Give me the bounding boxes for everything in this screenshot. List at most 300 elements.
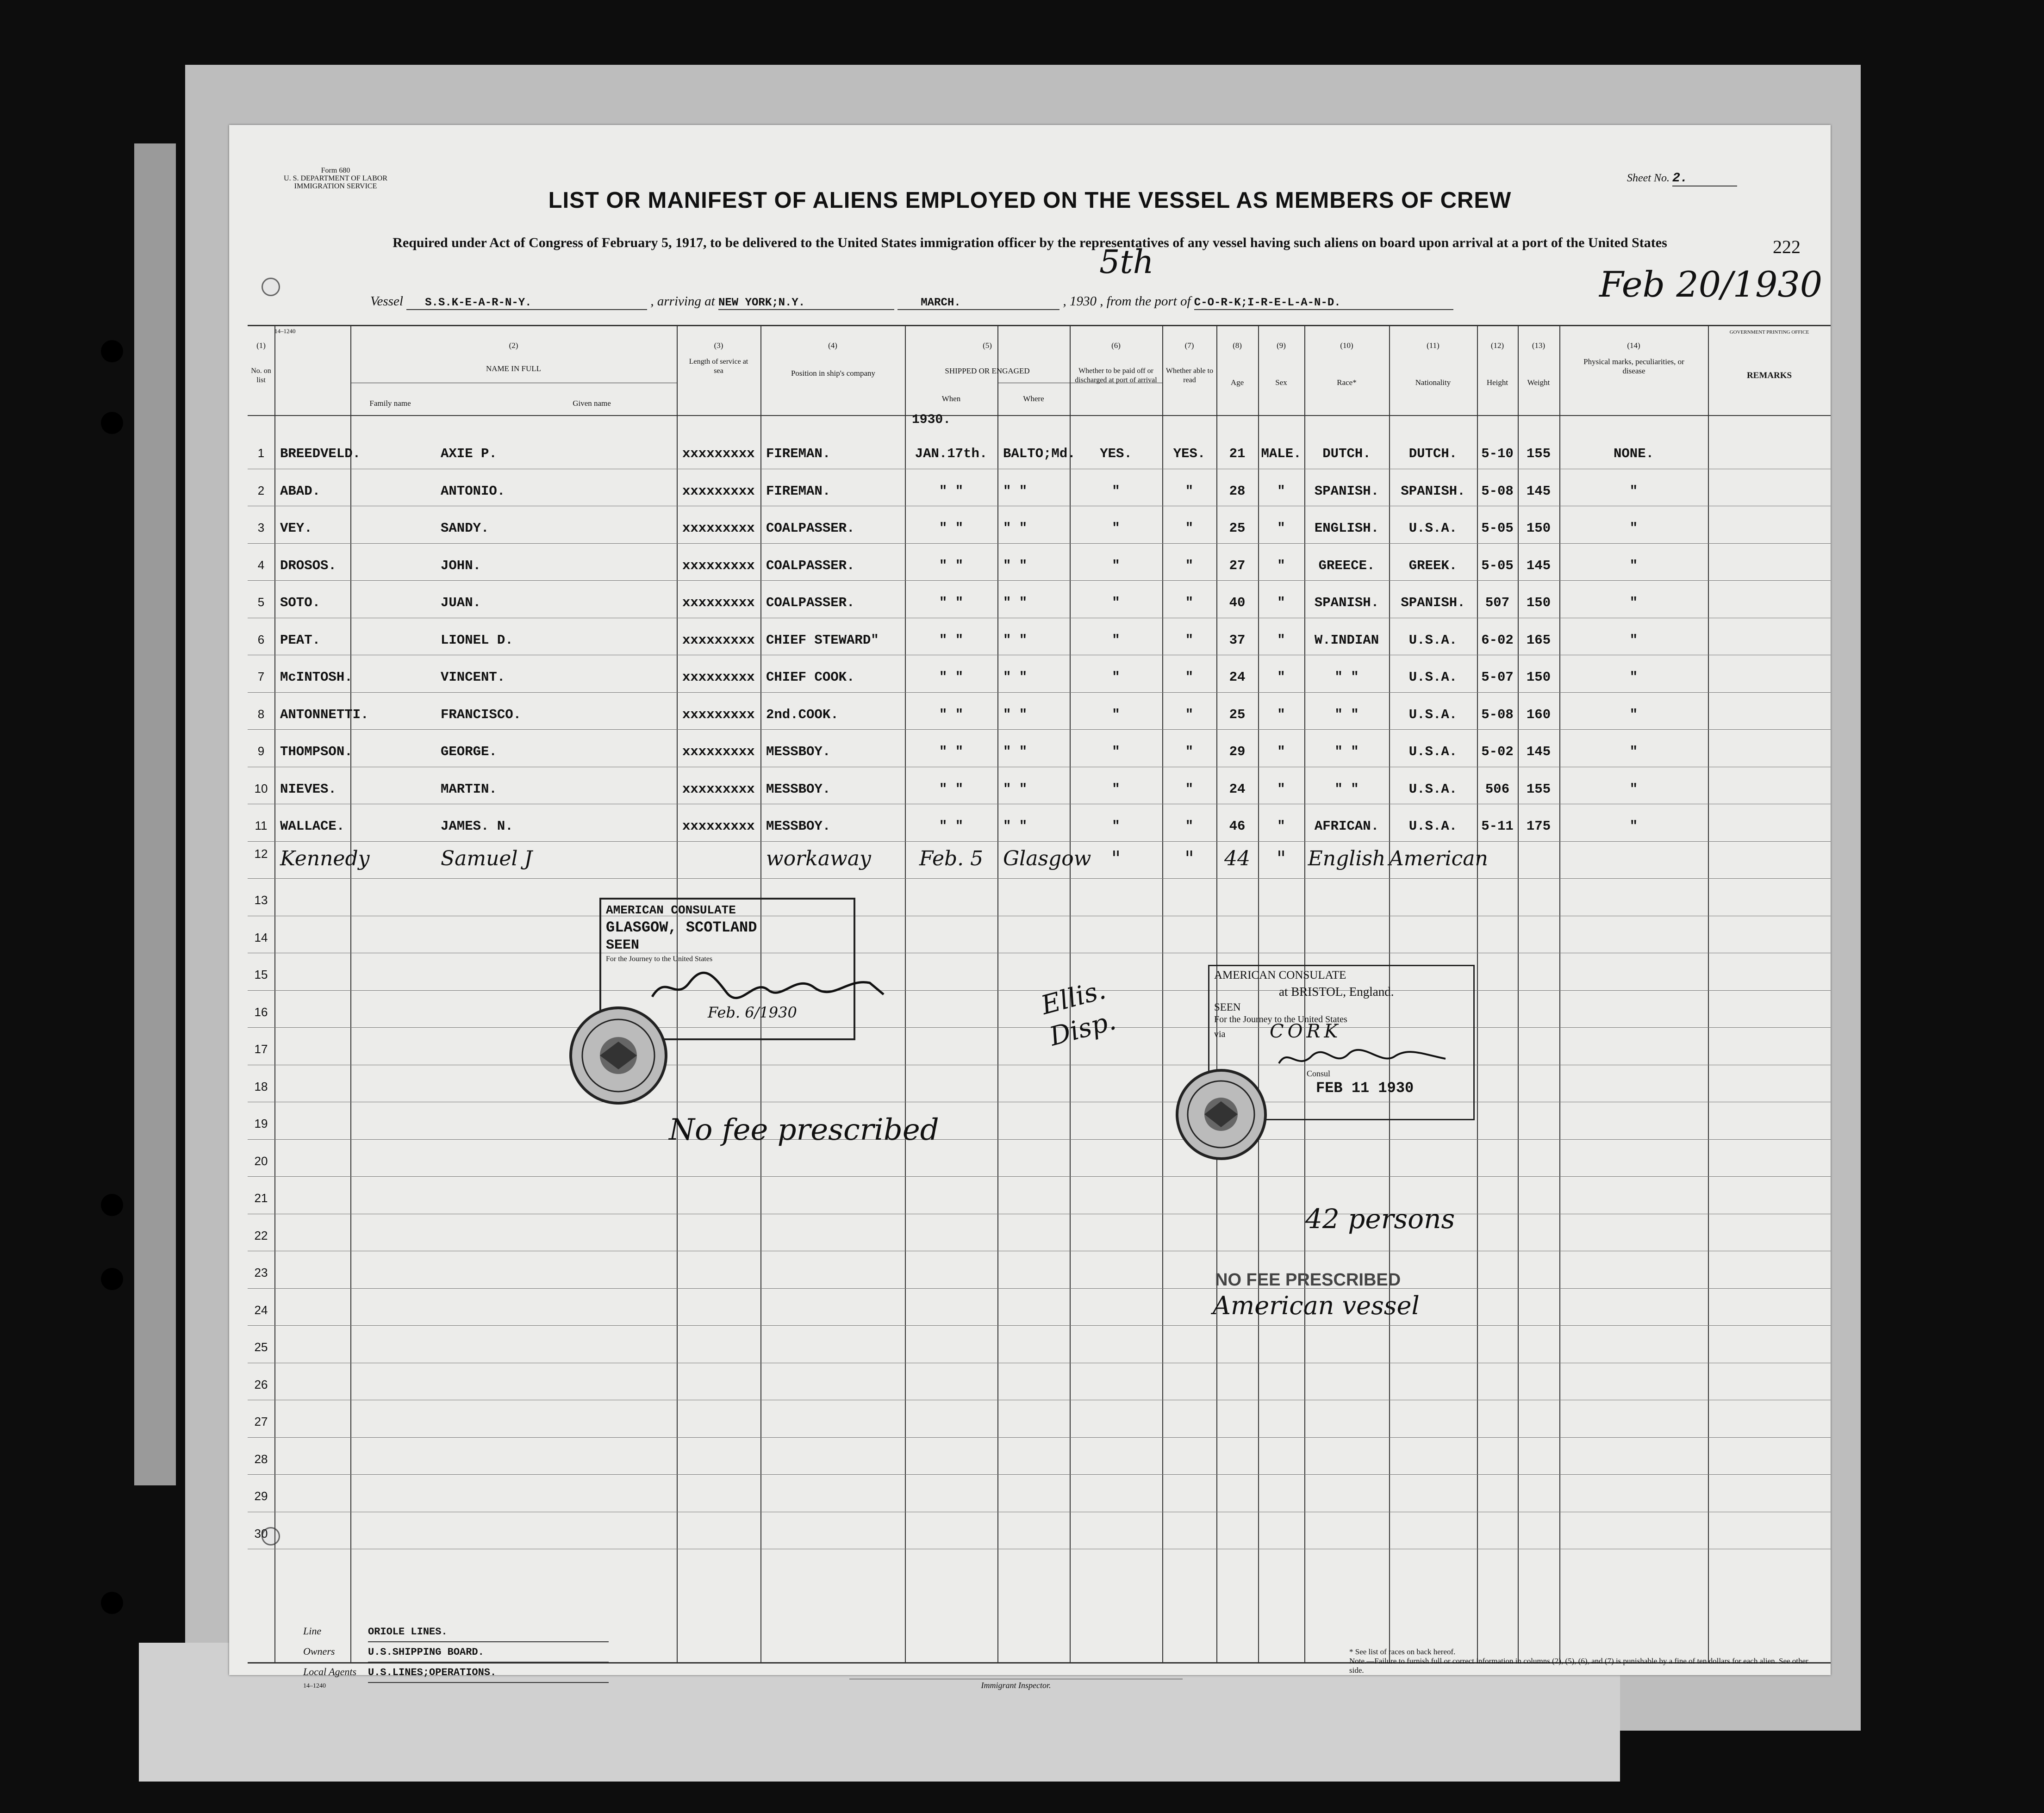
cell-paid: " (1112, 670, 1120, 685)
cell-marks: " (1629, 521, 1638, 536)
col10-number: (10) (1340, 341, 1353, 350)
cell-where: " " (1003, 744, 1028, 759)
cell-read: " (1185, 632, 1194, 648)
cell-service: xxxxxxxxx (682, 781, 755, 797)
cell-paid: " (1112, 632, 1120, 648)
agents-label: Local Agents (303, 1666, 357, 1677)
col3-header: Length of service at sea (689, 358, 748, 375)
cell-service: xxxxxxxxx (682, 446, 755, 461)
table-row (248, 1512, 1831, 1549)
cell-height: 5-07 (1481, 670, 1514, 685)
cell-no: 14 (254, 930, 268, 944)
table-row (248, 655, 1831, 692)
cell-nationality: SPANISH. (1401, 595, 1465, 610)
cell-when: " " (939, 483, 964, 499)
cell-weight: 155 (1526, 446, 1551, 461)
cell-sex: " (1277, 595, 1285, 610)
year-header: 1930. (912, 413, 951, 427)
cell-position: CHIEF STEWARD" (766, 632, 879, 648)
cell-given: GEORGE. (441, 744, 497, 759)
bristol-stamp-line3: SEEN (1214, 1001, 1241, 1013)
sheet-number (1627, 171, 1737, 186)
arriving-port: NEW YORK;N.Y. (718, 297, 894, 310)
table-row (248, 916, 1831, 953)
cell-nationality: U.S.A. (1408, 744, 1458, 759)
cell-position: MESSBOY. (766, 781, 831, 797)
table-row (248, 692, 1831, 730)
cell-marks: " (1629, 707, 1638, 722)
ellis-note: Ellis. Disp. (1038, 975, 1119, 1052)
cell-height: 507 (1485, 595, 1510, 610)
cell-where: " " (1003, 595, 1028, 610)
cell-read: " (1185, 670, 1194, 685)
cell-read: " (1185, 558, 1194, 573)
footer-block (303, 1622, 609, 1689)
cell-where: " " (1003, 670, 1028, 685)
cell-age: 46 (1229, 819, 1246, 834)
cell-age: 25 (1229, 521, 1246, 536)
bristol-signature (1274, 1045, 1450, 1073)
side-strip-text (135, 324, 174, 345)
cell-no: 11 (255, 819, 268, 832)
cell-family: PEAT. (280, 632, 321, 648)
table-row (248, 767, 1831, 804)
cell-where: Glasgow (1003, 846, 1091, 870)
agents-field (303, 1663, 609, 1683)
cell-family: DROSOS. (280, 558, 337, 573)
bristol-stamp-line2: at BRISTOL, England. (1279, 985, 1394, 999)
table-row (248, 506, 1831, 543)
cell-marks: " (1629, 558, 1638, 573)
cell-sex: " (1277, 670, 1285, 685)
col6-header: Whether to be paid off or discharged at port of arrival (1075, 367, 1157, 384)
cell-read: " (1185, 707, 1194, 722)
cell-family: ANTONNETTI. (280, 707, 369, 722)
cell-family: ABAD. (280, 483, 321, 499)
col13-header: Weight (1527, 378, 1550, 387)
department: U. S. DEPARTMENT OF LABOR (284, 174, 387, 182)
sheet-value: 2. (1672, 171, 1737, 186)
cell-weight: 150 (1526, 521, 1551, 536)
cell-no: 6 (257, 632, 265, 646)
table-row (248, 804, 1831, 841)
cell-height: 5-10 (1481, 446, 1514, 461)
form-id-block (280, 167, 391, 190)
col9-number: (9) (1277, 341, 1286, 350)
cell-race: " " (1334, 670, 1359, 685)
line-label: Line (303, 1625, 322, 1637)
corner-number: 222 (1773, 236, 1801, 257)
cell-service: xxxxxxxxx (682, 632, 755, 648)
agents-value: U.S.LINES;OPERATIONS. (368, 1664, 609, 1683)
cell-height: 5-11 (1481, 819, 1514, 834)
cell-no: 24 (254, 1303, 268, 1317)
col1-number: (1) (256, 341, 266, 350)
form-subtitle: Required under Act of Congress of February 5, 1917, to be delivered to the United States immigration officer by the representatives of any vessel having such aliens on board upon arrival at a port of the United States (393, 235, 1667, 250)
cell-marks: " (1629, 595, 1638, 610)
bristol-stamp-date: FEB 11 1930 (1316, 1080, 1414, 1097)
cell-nationality: U.S.A. (1408, 707, 1458, 722)
cell-service: xxxxxxxxx (682, 670, 755, 685)
cell-when: Feb. 5 (919, 846, 984, 870)
bristol-consul-label: Consul (1307, 1069, 1331, 1078)
cell-no: 8 (257, 707, 265, 721)
cell-age: 28 (1229, 483, 1246, 499)
no-fee-handwritten: No fee prescribed (669, 1113, 939, 1147)
cell-sex: " (1277, 819, 1285, 834)
table-row (248, 841, 1831, 879)
cell-given: Samuel J (441, 846, 533, 870)
form-title: LIST OR MANIFEST OF ALIENS EMPLOYED ON THE VESSEL AS MEMBERS OF CREW (548, 188, 1512, 213)
cell-height: 5-08 (1481, 483, 1514, 499)
cell-read: " (1185, 521, 1194, 536)
cell-where: " " (1003, 521, 1028, 536)
table-row (248, 1176, 1831, 1214)
cell-no: 9 (257, 744, 265, 758)
header-bottom-border (248, 415, 1831, 416)
table-top-border (248, 325, 1831, 326)
cell-where: BALTO;Md. (1003, 446, 1076, 461)
handwritten-day: 5th (1099, 243, 1154, 281)
cell-when: " " (939, 707, 964, 722)
eagle-seal-icon (572, 1009, 665, 1102)
cell-family: BREEDVELD. (280, 446, 361, 461)
col9-header: Sex (1275, 378, 1287, 387)
cell-where: " " (1003, 483, 1028, 499)
cell-position: workaway (766, 846, 871, 870)
cell-paid: " (1112, 595, 1120, 610)
cell-age: 29 (1229, 744, 1246, 759)
arrival-year: , 1930 (1063, 294, 1097, 309)
cell-family: SOTO. (280, 595, 321, 610)
cell-paid: YES. (1100, 446, 1132, 461)
col12-header: Height (1486, 378, 1508, 387)
glasgow-stamp-line2: GLASGOW, SCOTLAND (606, 919, 757, 936)
cell-height: 5-02 (1481, 744, 1514, 759)
arrival-month: MARCH. (897, 297, 1059, 310)
cell-when: JAN.17th. (915, 446, 988, 461)
table-row (248, 1102, 1831, 1139)
binder-hole (101, 412, 123, 434)
owners-field (303, 1642, 609, 1663)
punch-hole (262, 278, 280, 296)
service: IMMIGRATION SERVICE (294, 182, 377, 190)
line-field (303, 1622, 609, 1642)
arriving-label: , arriving at (650, 294, 715, 309)
cell-where: " " (1003, 707, 1028, 722)
cell-when: " " (939, 558, 964, 573)
form-number: Form 680 (321, 167, 350, 174)
col10-header: Race* (1337, 378, 1357, 387)
cell-race: W.INDIAN (1314, 632, 1379, 648)
cell-read: " (1185, 819, 1194, 834)
glasgow-signature (648, 969, 888, 1006)
cell-weight: 145 (1526, 558, 1551, 573)
table-row (248, 1251, 1831, 1288)
cell-weight: 145 (1526, 744, 1551, 759)
table-row (248, 543, 1831, 581)
eagle-seal-icon (1178, 1072, 1264, 1157)
glasgow-stamp-line3: SEEN (606, 938, 640, 953)
col2a-header: Family name (369, 399, 411, 408)
cell-sex: " (1277, 781, 1285, 797)
footer-note-fine: Note.—Failure to furnish full or correct information in columns (2), (5), (6), and (7) is punishable by a fine of ten dollars for each alien. See other side. (1349, 1657, 1808, 1675)
cell-weight: 175 (1526, 819, 1551, 834)
cell-given: LIONEL D. (441, 632, 513, 648)
cell-when: " " (939, 521, 964, 536)
cell-height: 5-08 (1481, 707, 1514, 722)
cell-read: " (1185, 595, 1194, 610)
binder-hole (101, 1592, 123, 1614)
table-row (248, 953, 1831, 990)
cell-read: YES. (1173, 446, 1206, 461)
cell-no: 1 (257, 446, 265, 460)
cell-paid: " (1111, 846, 1121, 870)
departure-port: C-O-R-K;I-R-E-L-A-N-D. (1194, 297, 1453, 310)
cell-family: THOMPSON. (280, 744, 353, 759)
cell-where: " " (1003, 558, 1028, 573)
glasgow-seal (569, 1006, 667, 1105)
cell-race: SPANISH. (1314, 483, 1379, 499)
cell-service: xxxxxxxxx (682, 819, 755, 834)
cell-paid: " (1112, 558, 1120, 573)
cell-when: " " (939, 744, 964, 759)
col5b-header: Where (1023, 394, 1044, 403)
cell-nationality: SPANISH. (1401, 483, 1465, 499)
cell-position: CHIEF COOK. (766, 670, 855, 685)
cell-sex: " (1277, 558, 1285, 573)
cell-when: " " (939, 670, 964, 685)
table-row (248, 1437, 1831, 1475)
cell-age: 37 (1229, 632, 1246, 648)
cell-sex: " (1277, 707, 1285, 722)
vessel-label: Vessel (370, 294, 403, 309)
cell-weight: 155 (1526, 781, 1551, 797)
cell-no: 28 (254, 1452, 268, 1466)
cell-nationality: U.S.A. (1408, 632, 1458, 648)
cell-no: 13 (254, 893, 268, 907)
table-row (248, 580, 1831, 618)
bristol-stamp-line1: AMERICAN CONSULATE (1214, 969, 1346, 981)
cell-read: " (1185, 744, 1194, 759)
cell-no: 7 (257, 670, 265, 683)
cell-age: 40 (1229, 595, 1246, 610)
line-value: ORIOLE LINES. (368, 1623, 609, 1642)
cell-position: FIREMAN. (766, 483, 831, 499)
cell-sex: " (1277, 744, 1285, 759)
col4-header: Position in ship's company (791, 369, 876, 378)
table-row (248, 1139, 1831, 1177)
table-row (248, 1474, 1831, 1512)
cell-marks: " (1629, 483, 1638, 499)
cell-position: FIREMAN. (766, 446, 831, 461)
cell-service: xxxxxxxxx (682, 744, 755, 759)
cell-no: 4 (257, 558, 265, 572)
col12-number: (12) (1490, 341, 1504, 350)
cell-where: " " (1003, 819, 1028, 834)
cell-no: 20 (254, 1154, 268, 1168)
govt-print-note: GOVERNMENT PRINTING OFFICE (1729, 329, 1809, 335)
table-row (248, 618, 1831, 655)
cell-service: xxxxxxxxx (682, 521, 755, 536)
cell-no: 2 (257, 483, 265, 497)
cell-marks: NONE. (1613, 446, 1654, 461)
col2b-header: Given name (573, 399, 611, 408)
owners-label: Owners (303, 1645, 335, 1657)
table-row (248, 1400, 1831, 1437)
sheet-label: Sheet No. (1627, 172, 1670, 184)
cell-no: 15 (254, 968, 268, 981)
cell-family: VEY. (280, 521, 312, 536)
cell-age: 21 (1229, 446, 1246, 461)
cell-race: AFRICAN. (1314, 819, 1379, 834)
binder-hole (101, 1194, 123, 1216)
binder-hole (101, 1268, 123, 1290)
cell-given: JOHN. (441, 558, 481, 573)
cell-service: xxxxxxxxx (682, 483, 755, 499)
cell-height: 6-02 (1481, 632, 1514, 648)
cell-read: " (1184, 846, 1194, 870)
table-row (248, 1288, 1831, 1326)
cell-when: " " (939, 819, 964, 834)
cell-given: JAMES. N. (441, 819, 513, 834)
cell-no: 19 (254, 1117, 268, 1130)
cell-race: " " (1334, 744, 1359, 759)
cell-race: ENGLISH. (1314, 521, 1379, 536)
cell-no: 12 (254, 846, 268, 861)
col11-number: (11) (1427, 341, 1440, 350)
col5a-header: When (941, 394, 961, 403)
col11-header: Nationality (1415, 378, 1451, 387)
cell-nationality: GREEK. (1408, 558, 1458, 573)
cell-marks: " (1629, 670, 1638, 685)
remarks-header: REMARKS (1746, 371, 1792, 380)
cell-service: xxxxxxxxx (682, 595, 755, 610)
col2-header: NAME IN FULL (486, 364, 541, 373)
cell-weight: 160 (1526, 707, 1551, 722)
footer-notes (1349, 1647, 1812, 1675)
bristol-via: CORK (1270, 1021, 1342, 1042)
cell-position: COALPASSER. (766, 595, 855, 610)
col7-number: (7) (1184, 341, 1194, 350)
cell-read: " (1185, 483, 1194, 499)
cell-position: COALPASSER. (766, 558, 855, 573)
cell-paid: " (1112, 744, 1120, 759)
cell-paid: " (1112, 819, 1120, 834)
cell-race: GREECE. (1318, 558, 1375, 573)
cell-no: 25 (254, 1340, 268, 1354)
col5-header: SHIPPED OR ENGAGED (945, 366, 1030, 375)
header-print-code: 14–1240 (274, 328, 296, 335)
cell-given: FRANCISCO. (441, 707, 522, 722)
cell-race: " " (1334, 781, 1359, 797)
col8-header: Age (1230, 378, 1244, 387)
table-row (248, 1027, 1831, 1065)
col14-header: Physical marks, peculiarities, or disease (1583, 357, 1684, 375)
cell-weight: 145 (1526, 483, 1551, 499)
cell-no: 21 (254, 1191, 268, 1205)
cell-service: xxxxxxxxx (682, 707, 755, 722)
cell-when: " " (939, 781, 964, 797)
manifest-form (229, 125, 1831, 1690)
cell-weight: 150 (1526, 595, 1551, 610)
cell-age: 44 (1224, 846, 1250, 870)
cell-no: 29 (254, 1489, 268, 1503)
table-row (248, 1363, 1831, 1400)
cell-race: DUTCH. (1322, 446, 1371, 461)
cell-read: " (1185, 781, 1194, 797)
cell-weight: 165 (1526, 632, 1551, 648)
cell-sex: MALE. (1261, 446, 1302, 461)
table-row (248, 1065, 1831, 1102)
table-row (248, 1325, 1831, 1363)
cell-no: 18 (254, 1079, 268, 1093)
table-row (248, 878, 1831, 916)
cell-given: SANDY. (441, 521, 489, 536)
vessel-line (370, 294, 1805, 310)
col13-number: (13) (1532, 341, 1545, 350)
cell-weight: 150 (1526, 670, 1551, 685)
glasgow-stamp-date: Feb. 6/1930 (708, 1004, 797, 1021)
cell-paid: " (1112, 483, 1120, 499)
cell-nationality: U.S.A. (1408, 819, 1458, 834)
vessel-name: S.S.K-E-A-R-N-Y. (406, 297, 647, 310)
cell-no: 10 (254, 781, 268, 795)
cell-marks: " (1629, 744, 1638, 759)
table-row (248, 431, 1831, 469)
cell-position: MESSBOY. (766, 819, 831, 834)
cell-sex: " (1277, 521, 1285, 536)
cell-position: MESSBOY. (766, 744, 831, 759)
table-row (248, 729, 1831, 767)
from-label: , from the port of (1100, 294, 1191, 309)
cell-race: English (1308, 846, 1386, 870)
cell-height: 506 (1485, 781, 1510, 797)
cell-position: 2nd.COOK. (766, 707, 839, 722)
cell-given: ANTONIO. (441, 483, 505, 499)
cell-race: SPANISH. (1314, 595, 1379, 610)
binder-hole (101, 340, 123, 362)
cell-family: NIEVES. (280, 781, 337, 797)
cell-marks: " (1629, 781, 1638, 797)
cell-race: " " (1334, 707, 1359, 722)
col2-number: (2) (509, 341, 518, 350)
glasgow-stamp-line1: AMERICAN CONSULATE (606, 903, 736, 917)
cell-family: McINTOSH. (280, 670, 353, 685)
col14-number: (14) (1627, 341, 1640, 350)
cell-height: 5-05 (1481, 558, 1514, 573)
cell-sex: " (1276, 846, 1286, 870)
cell-paid: " (1112, 707, 1120, 722)
col7-header: Whether able to read (1165, 367, 1214, 384)
cell-age: 24 (1229, 781, 1246, 797)
cell-sex: " (1277, 632, 1285, 648)
cell-paid: " (1112, 781, 1120, 797)
cell-marks: " (1629, 632, 1638, 648)
col6-number: (6) (1111, 341, 1121, 350)
cell-no: 23 (254, 1266, 268, 1279)
col4-number: (4) (828, 341, 837, 350)
cell-no: 5 (257, 595, 265, 609)
cell-marks: " (1629, 819, 1638, 834)
col1-header: No. on list (251, 367, 271, 384)
cell-no: 30 (254, 1526, 268, 1540)
cell-paid: " (1112, 521, 1120, 536)
cell-no: 22 (254, 1228, 268, 1242)
american-vessel-note: American vessel (1213, 1291, 1420, 1320)
inspector-label: Immigrant Inspector. (981, 1681, 1051, 1690)
cell-family: WALLACE. (280, 819, 345, 834)
